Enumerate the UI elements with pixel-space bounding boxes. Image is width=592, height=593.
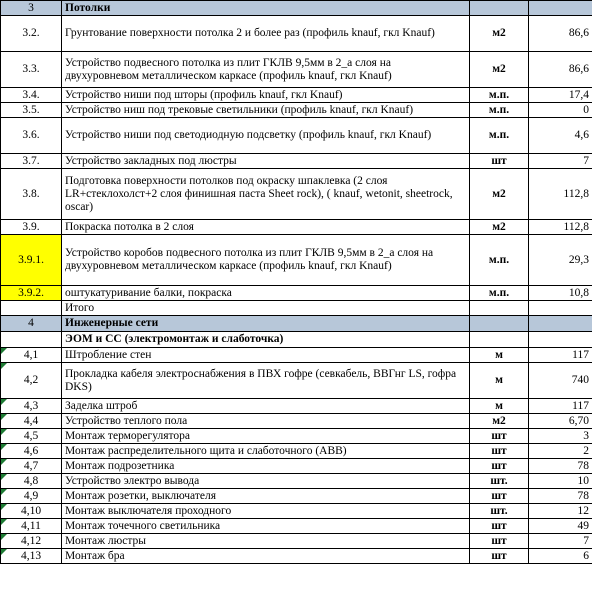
table-row [1, 519, 592, 534]
quantity-cell[interactable] [529, 103, 592, 118]
unit-cell[interactable] [470, 504, 529, 519]
row-number-cell[interactable] [1, 286, 62, 301]
subsection-row [1, 332, 592, 348]
quantity-cell[interactable] [529, 429, 592, 444]
work-name-cell-text: ЭОМ и СС (электромонтаж и слаботочка) [65, 333, 284, 345]
work-name-cell[interactable] [62, 332, 470, 348]
unit-cell-text: шт [491, 429, 507, 442]
work-name-cell[interactable] [62, 534, 470, 549]
quantity-cell-text: 7 [583, 154, 589, 167]
quantity-cell[interactable] [529, 16, 592, 52]
row-number-cell-text: 3 [28, 1, 34, 14]
table-row [1, 474, 592, 489]
row-number-cell[interactable] [1, 549, 62, 564]
work-name-cell-text: Устройство закладных под люстры [65, 154, 237, 167]
quantity-cell[interactable] [529, 332, 592, 348]
work-name-cell[interactable] [62, 286, 470, 301]
work-name-cell[interactable] [62, 348, 470, 363]
unit-cell-text: м2 [492, 63, 506, 75]
unit-cell[interactable] [470, 363, 529, 399]
quantity-cell-text: 117 [572, 348, 589, 361]
work-name-cell[interactable] [62, 519, 470, 534]
unit-cell[interactable] [470, 399, 529, 414]
table-row [1, 363, 592, 399]
row-number-cell-text: 4,13 [20, 549, 42, 562]
quantity-cell-text: 29,3 [568, 253, 589, 266]
work-name-cell[interactable] [62, 399, 470, 414]
work-name-cell[interactable] [62, 16, 470, 52]
work-name-cell-text: Покраска потолка в 2 слоя [65, 220, 194, 233]
unit-cell-text: шт [491, 519, 507, 532]
unit-cell-text: шт [491, 549, 507, 562]
unit-cell-text: шт. [490, 474, 508, 487]
quantity-cell-text: 86,6 [568, 27, 589, 39]
work-name-cell-text: Монтаж розетки, выключателя [65, 489, 216, 502]
quantity-cell[interactable] [529, 504, 592, 519]
row-number-cell-text: 4,9 [23, 489, 39, 502]
unit-cell[interactable] [470, 169, 529, 220]
work-name-cell[interactable] [62, 118, 470, 154]
unit-cell-text: шт [491, 459, 507, 472]
work-name-cell-text: Подготовка поверхности потолков под окраску шпаклевка (2 слоя LR+стеклохолст+2 слоя финишная паста Sheet rock), ( knauf, wetonit, sheetrock, oscar) [65, 174, 453, 213]
work-name-cell[interactable] [62, 52, 470, 88]
error-indicator-icon [1, 489, 7, 495]
quantity-cell[interactable] [529, 286, 592, 301]
quantity-cell[interactable] [529, 414, 592, 429]
row-number-cell[interactable] [1, 459, 62, 474]
work-name-cell[interactable] [62, 414, 470, 429]
unit-cell[interactable] [470, 459, 529, 474]
work-name-cell[interactable] [62, 444, 470, 459]
row-number-cell[interactable] [1, 301, 62, 316]
unit-cell[interactable] [470, 88, 529, 103]
table-row [1, 444, 592, 459]
quantity-cell[interactable] [529, 363, 592, 399]
quantity-cell[interactable] [529, 534, 592, 549]
row-number-cell[interactable] [1, 519, 62, 534]
unit-cell[interactable] [470, 489, 529, 504]
row-number-cell-text: 3.9.1. [18, 253, 44, 266]
row-number-cell[interactable] [1, 1, 62, 16]
quantity-cell[interactable] [529, 399, 592, 414]
quantity-cell-text: 117 [572, 399, 589, 412]
quantity-cell-text: 10,8 [568, 286, 589, 299]
work-name-cell[interactable] [62, 88, 470, 103]
unit-cell[interactable] [470, 52, 529, 88]
work-name-cell[interactable] [62, 549, 470, 564]
work-name-cell-text: Устройство ниши под шторы (профиль knauf, гкл Knauf) [65, 88, 343, 101]
work-name-cell-text: Устройство электро вывода [65, 474, 200, 487]
row-number-cell-text: 4,1 [23, 348, 39, 361]
work-name-cell-text: Заделка штроб [65, 399, 138, 412]
error-indicator-icon [1, 504, 7, 510]
unit-cell[interactable] [470, 118, 529, 154]
row-number-cell-text: 4,8 [23, 474, 39, 487]
error-indicator-icon [1, 414, 7, 420]
table-row [1, 235, 592, 286]
work-name-cell-text: Монтаж точечного светильника [65, 519, 221, 532]
row-number-cell[interactable] [1, 474, 62, 489]
table-row [1, 16, 592, 52]
quantity-cell-text: 6 [583, 549, 589, 562]
table-row [1, 549, 592, 564]
quantity-cell-text: 6,70 [568, 414, 589, 427]
work-name-cell-text: оштукатуривание балки, покраска [65, 286, 232, 299]
unit-cell-text: м.п. [488, 88, 510, 101]
work-name-cell-text: Устройство ниш под трековые светильники (профиль knauf, гкл Knauf) [65, 103, 414, 116]
work-name-cell[interactable] [62, 169, 470, 220]
row-number-cell[interactable] [1, 316, 62, 332]
unit-cell[interactable] [470, 316, 529, 332]
table-body [1, 1, 592, 564]
work-name-cell[interactable] [62, 489, 470, 504]
quantity-cell[interactable] [529, 169, 592, 220]
work-name-cell[interactable] [62, 316, 470, 332]
unit-cell[interactable] [470, 414, 529, 429]
quantity-cell[interactable] [529, 1, 592, 16]
work-name-cell[interactable] [62, 235, 470, 286]
work-name-cell[interactable] [62, 459, 470, 474]
work-name-cell-text: Монтаж терморегулятора [65, 429, 190, 442]
quantity-cell-text: 740 [571, 374, 589, 386]
row-number-cell-text: 4,12 [20, 534, 42, 547]
quantity-cell[interactable] [529, 519, 592, 534]
unit-cell[interactable] [470, 348, 529, 363]
row-number-cell[interactable] [1, 414, 62, 429]
unit-cell-text: шт [491, 489, 507, 502]
unit-cell-text: м2 [492, 220, 506, 233]
quantity-cell[interactable] [529, 52, 592, 88]
quantity-cell-text: 12 [577, 504, 589, 517]
work-name-cell-text: Устройство подвесного потолка из плит ГКЛВ 9,5мм в 2_а слоя на двухуровневом металлическом каркасе (профиль knauf, гкл Knauf) [65, 56, 392, 82]
quantity-cell-text: 86,6 [568, 63, 589, 75]
quantity-cell[interactable] [529, 316, 592, 332]
table-row [1, 103, 592, 118]
unit-cell[interactable] [470, 103, 529, 118]
unit-cell[interactable] [470, 154, 529, 169]
work-name-cell[interactable] [62, 474, 470, 489]
unit-cell[interactable] [470, 286, 529, 301]
work-name-cell-text: Монтаж подрозетника [65, 459, 175, 472]
unit-cell-text: м [495, 348, 503, 361]
row-number-cell[interactable] [1, 88, 62, 103]
row-number-cell-text: 3.9. [22, 220, 40, 233]
table-row [1, 169, 592, 220]
quantity-cell-text: 3 [583, 429, 589, 442]
row-number-cell[interactable] [1, 332, 62, 348]
row-number-cell-text: 3.3. [22, 63, 40, 75]
quantity-cell-text: 17,4 [568, 88, 589, 101]
work-name-cell-text: Устройство теплого пола [65, 414, 188, 427]
unit-cell-text: шт [491, 154, 507, 167]
work-name-cell-text: Итого [65, 301, 95, 314]
unit-cell-text: м [495, 374, 503, 386]
unit-cell-text: шт. [490, 504, 508, 517]
quantity-cell[interactable] [529, 301, 592, 316]
quantity-cell-text: 78 [577, 459, 589, 472]
work-name-cell-text: Прокладка кабеля электроснабжения в ПВХ гофре (севкабель, ВВГнг LS, гофра DKS) [65, 367, 457, 393]
quantity-cell[interactable] [529, 489, 592, 504]
unit-cell-text: м.п. [488, 103, 510, 116]
unit-cell-text: м2 [492, 414, 506, 427]
quantity-cell-text: 112,8 [563, 187, 589, 200]
quantity-cell[interactable] [529, 220, 592, 235]
row-number-cell[interactable] [1, 52, 62, 88]
row-number-cell-text: 3.6. [22, 129, 40, 141]
work-name-cell[interactable] [62, 429, 470, 444]
error-indicator-icon [1, 348, 7, 354]
quantity-cell[interactable] [529, 444, 592, 459]
quantity-cell-text: 4,6 [574, 129, 589, 141]
work-name-cell-text: Монтаж выключателя проходного [65, 504, 232, 517]
quantity-cell-text: 49 [577, 519, 589, 532]
unit-cell-text: шт [491, 534, 507, 547]
row-number-cell-text: 3.8. [22, 187, 40, 200]
row-number-cell-text: 3.5. [22, 103, 40, 116]
error-indicator-icon [1, 399, 7, 405]
unit-cell[interactable] [470, 16, 529, 52]
work-name-cell-text: Устройство коробов подвесного потолка из плит ГКЛВ 9,5мм в 2_а слоя на двухуровневом металлическом каркасе (профиль knauf, гкл Knauf) [65, 247, 434, 272]
table-row [1, 88, 592, 103]
quantity-cell-text: 2 [583, 444, 589, 457]
table-row [1, 399, 592, 414]
table-row [1, 220, 592, 235]
table-row [1, 459, 592, 474]
work-name-cell-text: Инженерные сети [65, 317, 159, 329]
unit-cell[interactable] [470, 235, 529, 286]
row-number-cell[interactable] [1, 399, 62, 414]
unit-cell[interactable] [470, 549, 529, 564]
unit-cell[interactable] [470, 301, 529, 316]
table-row [1, 52, 592, 88]
quantity-cell[interactable] [529, 474, 592, 489]
row-number-cell-text: 4,10 [20, 504, 42, 517]
row-number-cell[interactable] [1, 118, 62, 154]
table-row [1, 489, 592, 504]
unit-cell[interactable] [470, 444, 529, 459]
row-number-cell[interactable] [1, 429, 62, 444]
row-number-cell[interactable] [1, 504, 62, 519]
row-number-cell[interactable] [1, 103, 62, 118]
row-number-cell-text: 3.4. [22, 88, 40, 101]
quantity-cell[interactable] [529, 88, 592, 103]
row-number-cell-text: 3.2. [22, 27, 40, 39]
table-row [1, 348, 592, 363]
unit-cell[interactable] [470, 429, 529, 444]
unit-cell[interactable] [470, 534, 529, 549]
work-name-cell-text: Монтаж бра [65, 549, 125, 562]
table-row [1, 301, 592, 316]
unit-cell-text: м2 [492, 187, 506, 200]
quantity-cell[interactable] [529, 235, 592, 286]
unit-cell[interactable] [470, 1, 529, 16]
table-row [1, 429, 592, 444]
work-name-cell[interactable] [62, 1, 470, 16]
unit-cell-text: м.п. [488, 286, 510, 299]
work-name-cell-text: Потолки [65, 1, 111, 14]
error-indicator-icon [1, 429, 7, 435]
quantity-cell-text: 7 [583, 534, 589, 547]
row-number-cell[interactable] [1, 16, 62, 52]
error-indicator-icon [1, 549, 7, 555]
work-name-cell-text: Штробление стен [65, 348, 152, 361]
unit-cell-text: м.п. [488, 253, 510, 266]
work-name-cell[interactable] [62, 220, 470, 235]
error-indicator-icon [1, 474, 7, 480]
work-name-cell-text: Грунтование поверхности потолка 2 и более раз (профиль knauf, гкл Knauf) [65, 27, 435, 39]
table-row [1, 154, 592, 169]
row-number-cell-text: 4,11 [21, 519, 41, 532]
table-row [1, 286, 592, 301]
quantity-cell-text: 78 [577, 489, 589, 502]
quantity-cell[interactable] [529, 118, 592, 154]
quantity-cell-text: 10 [577, 474, 589, 487]
work-name-cell-text: Монтаж распределительного щита и слаботочного (ABB) [65, 444, 347, 457]
row-number-cell[interactable] [1, 489, 62, 504]
work-name-cell[interactable] [62, 363, 470, 399]
error-indicator-icon [1, 534, 7, 540]
row-number-cell-text: 4,6 [23, 444, 39, 457]
row-number-cell[interactable] [1, 169, 62, 220]
row-number-cell-text: 4,5 [23, 429, 39, 442]
work-name-cell[interactable] [62, 154, 470, 169]
unit-cell-text: шт [491, 444, 507, 457]
error-indicator-icon [1, 459, 7, 465]
row-number-cell-text: 4 [28, 317, 34, 329]
section-row [1, 1, 592, 16]
table-row [1, 414, 592, 429]
error-indicator-icon [1, 363, 7, 369]
unit-cell-text: м2 [492, 27, 506, 39]
row-number-cell[interactable] [1, 534, 62, 549]
unit-cell-text: м [495, 399, 503, 412]
error-indicator-icon [1, 519, 7, 525]
row-number-cell[interactable] [1, 363, 62, 399]
row-number-cell-text: 4,7 [23, 459, 39, 472]
table-row [1, 534, 592, 549]
work-name-cell[interactable] [62, 504, 470, 519]
quantity-cell[interactable] [529, 154, 592, 169]
section-row [1, 316, 592, 332]
row-number-cell[interactable] [1, 348, 62, 363]
row-number-cell[interactable] [1, 444, 62, 459]
unit-cell[interactable] [470, 332, 529, 348]
work-name-cell[interactable] [62, 103, 470, 118]
quantity-cell-text: 112,8 [563, 220, 589, 233]
quantity-cell[interactable] [529, 549, 592, 564]
row-number-cell-text: 3.9.2. [18, 286, 44, 299]
row-number-cell[interactable] [1, 235, 62, 286]
unit-cell[interactable] [470, 220, 529, 235]
work-name-cell-text: Устройство ниши под светодиодную подсветку (профиль knauf, гкл Knauf) [65, 129, 432, 141]
unit-cell[interactable] [470, 519, 529, 534]
table-row [1, 504, 592, 519]
work-name-cell[interactable] [62, 301, 470, 316]
quantity-cell[interactable] [529, 459, 592, 474]
row-number-cell-text: 4,3 [23, 399, 39, 412]
unit-cell[interactable] [470, 474, 529, 489]
row-number-cell-text: 3.7. [22, 154, 40, 167]
error-indicator-icon [1, 444, 7, 450]
unit-cell-text: м.п. [488, 129, 510, 141]
row-number-cell[interactable] [1, 154, 62, 169]
row-number-cell-text: 4,4 [23, 414, 39, 427]
table-row [1, 118, 592, 154]
quantity-cell-text: 0 [583, 103, 589, 116]
row-number-cell-text: 4,2 [23, 374, 39, 386]
row-number-cell[interactable] [1, 220, 62, 235]
work-name-cell-text: Монтаж люстры [65, 534, 147, 547]
quantity-cell[interactable] [529, 348, 592, 363]
